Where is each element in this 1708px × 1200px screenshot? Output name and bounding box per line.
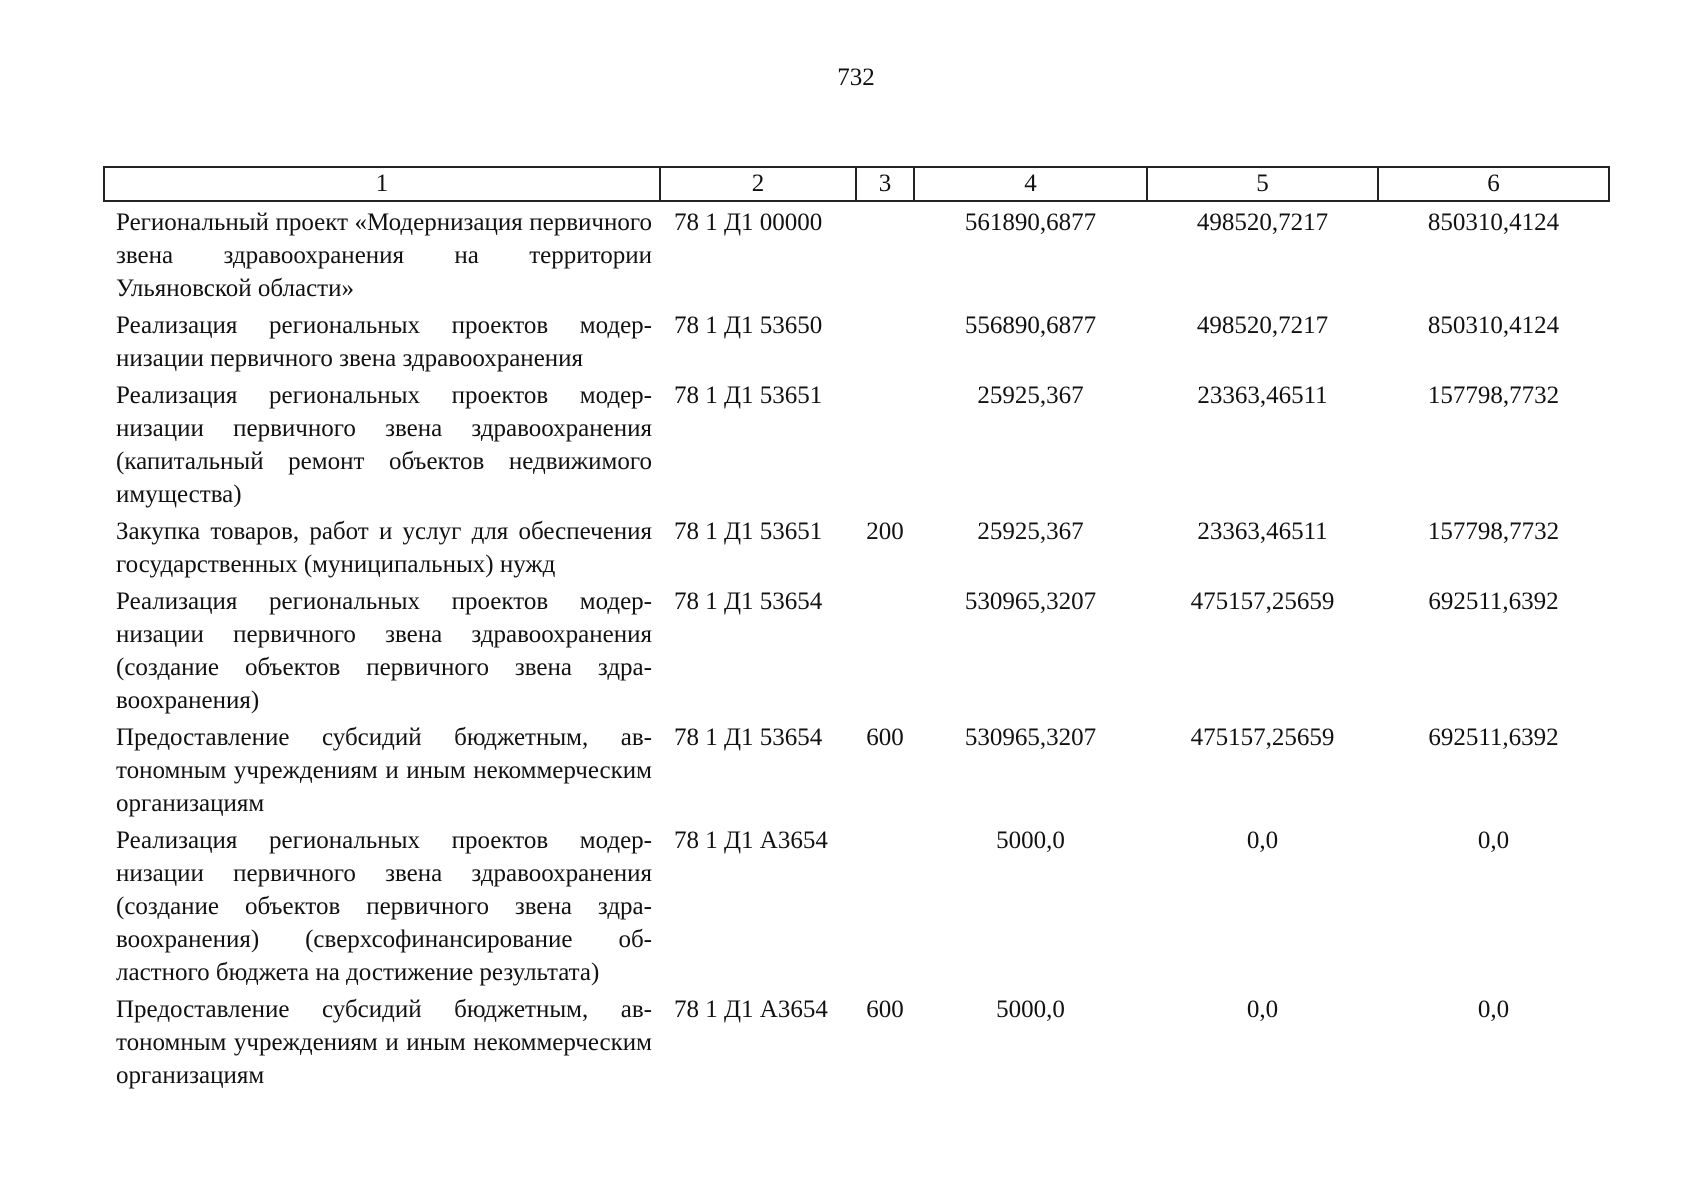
row-value-5: 23363,46511 xyxy=(1197,518,1328,545)
row-value-6: 157798,7732 xyxy=(1427,518,1560,545)
row-type: 600 xyxy=(866,724,904,751)
row-value-6: 0,0 xyxy=(1477,827,1510,854)
table-row xyxy=(104,305,1609,375)
table-row xyxy=(104,989,1609,1092)
column-header-1: 1 xyxy=(104,167,660,201)
row-value-5: 475157,25659 xyxy=(1190,588,1335,615)
row-name: Предоставление субсидий бюджетным, автономным учреждениям и иным некоммерческим организациям xyxy=(116,724,652,817)
row-value-4: 556890,6877 xyxy=(964,312,1097,339)
row-value-5: 0,0 xyxy=(1246,996,1279,1023)
row-name: Реализация региональных проектов модернизации первичного звена здравоохранения (капитальный ремонт объектов недвижимого имущества) xyxy=(116,382,652,508)
row-code: 78 1 Д1 00000 xyxy=(674,209,823,236)
row-value-4: 530965,3207 xyxy=(964,588,1097,615)
row-value-6: 692511,6392 xyxy=(1428,724,1559,751)
row-value-6: 0,0 xyxy=(1477,996,1510,1023)
row-value-4: 530965,3207 xyxy=(964,724,1097,751)
row-type xyxy=(856,305,914,375)
row-value-6: 157798,7732 xyxy=(1427,382,1560,409)
page-number: 732 xyxy=(837,64,875,91)
row-value-4: 5000,0 xyxy=(996,996,1065,1023)
table-row xyxy=(104,820,1609,989)
row-type xyxy=(856,375,914,511)
row-value-5: 0,0 xyxy=(1246,827,1279,854)
table-row xyxy=(104,581,1609,717)
table-header xyxy=(104,167,1609,201)
column-header-6: 6 xyxy=(1378,167,1609,201)
row-code: 78 1 Д1 53654 xyxy=(674,724,823,751)
row-name: Закупка товаров, работ и услуг для обеспечения государственных (муниципальных) нужд xyxy=(116,518,652,578)
budget-table xyxy=(103,166,1610,1092)
row-name: Реализация региональных проектов модернизации первичного звена здравоохранения (создание объектов первичного звена здравоохранения) xyxy=(116,588,652,714)
row-code: 78 1 Д1 53654 xyxy=(674,588,823,615)
row-value-5: 23363,46511 xyxy=(1197,382,1328,409)
row-value-5: 498520,7217 xyxy=(1196,312,1329,339)
column-header-3: 3 xyxy=(856,167,914,201)
header-row xyxy=(104,167,1609,201)
table-row xyxy=(104,511,1609,581)
row-value-6: 850310,4124 xyxy=(1427,312,1560,339)
table-body xyxy=(104,201,1609,1092)
row-value-4: 561890,6877 xyxy=(964,209,1097,236)
row-code: 78 1 Д1 53651 xyxy=(674,518,823,545)
column-header-4: 4 xyxy=(914,167,1147,201)
column-header-5: 5 xyxy=(1147,167,1378,201)
row-type xyxy=(856,201,914,305)
row-name: Региональный проект «Модернизация первичного звена здравоохранения на территории Ульяновской области» xyxy=(116,209,652,302)
row-value-6: 850310,4124 xyxy=(1427,209,1560,236)
row-value-4: 25925,367 xyxy=(977,518,1084,545)
row-type: 600 xyxy=(866,996,904,1023)
row-code: 78 1 Д1 А3654 xyxy=(674,827,828,854)
row-type xyxy=(856,581,914,717)
row-value-5: 475157,25659 xyxy=(1190,724,1335,751)
table-row xyxy=(104,201,1609,305)
row-value-4: 25925,367 xyxy=(977,382,1084,409)
column-header-2: 2 xyxy=(660,167,856,201)
row-type: 200 xyxy=(866,518,904,545)
row-code: 78 1 Д1 А3654 xyxy=(674,996,828,1023)
row-value-5: 498520,7217 xyxy=(1196,209,1329,236)
row-name: Реализация региональных проектов модернизации первичного звена здравоохранения xyxy=(116,312,652,372)
row-name: Реализация региональных проектов модернизации первичного звена здравоохранения (создание объектов первичного звена здравоохранения) (сверхсофинансирование областного бюджета на достижение результата) xyxy=(116,827,652,986)
row-type xyxy=(856,820,914,989)
row-code: 78 1 Д1 53650 xyxy=(674,312,823,339)
row-name: Предоставление субсидий бюджетным, автономным учреждениям и иным некоммерческим организациям xyxy=(116,996,652,1089)
table-row xyxy=(104,375,1609,511)
row-code: 78 1 Д1 53651 xyxy=(674,382,823,409)
table-row xyxy=(104,717,1609,820)
row-value-6: 692511,6392 xyxy=(1428,588,1559,615)
row-value-4: 5000,0 xyxy=(996,827,1065,854)
